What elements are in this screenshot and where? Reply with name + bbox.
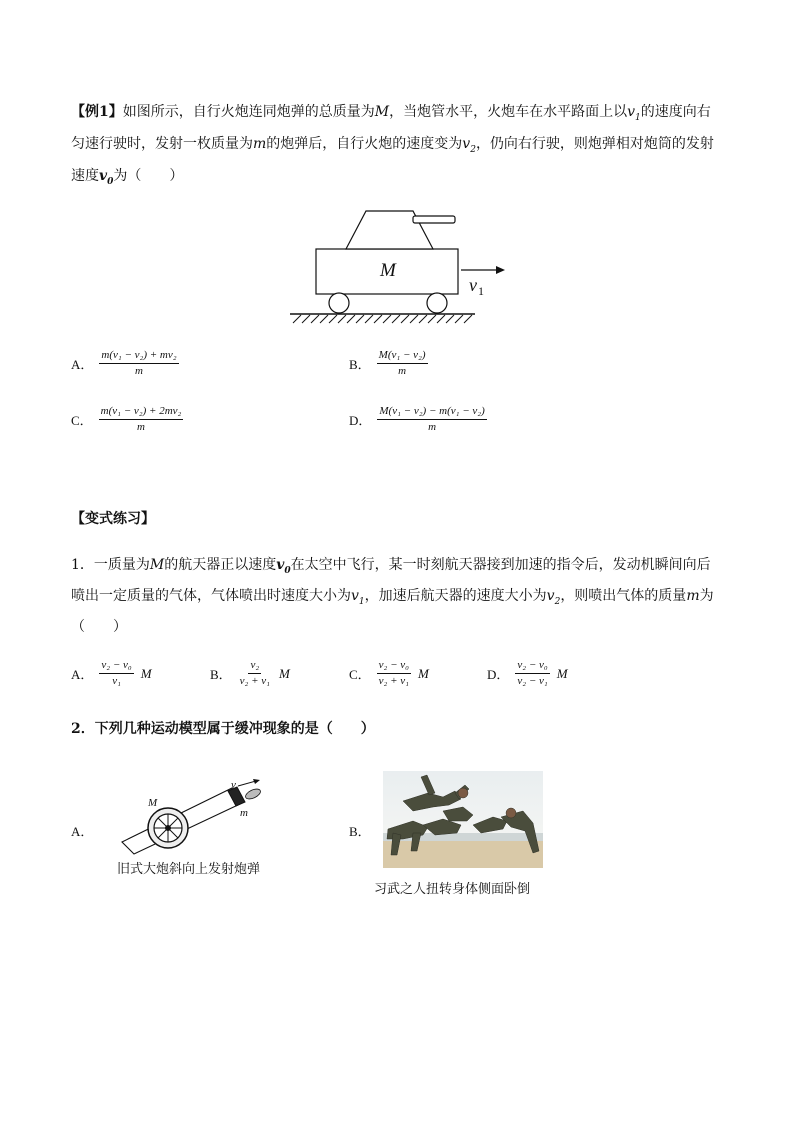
tank-mass-label: M: [380, 260, 396, 281]
cannon-caption: 旧式大炮斜向上发射炮弹: [117, 862, 261, 877]
fraction: $\frac{\text{v₂ − v₀}}{\text{v₂ + v₁}}$: [378, 659, 410, 687]
cannon-mass-label: M: [148, 797, 158, 809]
shell-velocity-label: v: [231, 779, 236, 791]
q2-option-b-label[interactable]: B．: [349, 824, 371, 839]
example1-line2: 匀速行驶时，发射一枚质量为m的炮弹后，自行火炮的速度变为$v_2$，仍向右行驶，则炮弹相对炮筒的发射: [71, 136, 714, 155]
tank-velocity-label: v: [469, 275, 477, 295]
tank-figure: [285, 205, 515, 327]
q1-option-b[interactable]: B． $\frac{\text{v₂}}{\text{v₂ + v₁}}$ M: [210, 659, 290, 687]
example-tag: 【例1】: [71, 104, 123, 120]
example1-option-c[interactable]: C． $\frac{\text{m(v₁ − v₂) + 2mv₂}}{m}$: [71, 405, 182, 433]
soldiers-photo: [383, 771, 543, 868]
example1-option-d[interactable]: D． $\frac{\text{M(v₁ − v₂) − m(v₁ − v₂)}}{m}$: [349, 405, 485, 433]
shell-mass-label: m: [240, 807, 248, 819]
q1-line2: 喷出一定质量的气体，气体喷出时速度大小为$v_1$，加速后航天器的速度大小为$v_2$，则喷出气体的质量m为: [71, 588, 714, 607]
fraction: $\frac{\text{m(v₁ − v₂) + mv₂}}{m}$: [101, 349, 177, 377]
q1-option-a[interactable]: A． $\frac{\text{v₂ − v₀}}{\text{v₁}}$ M: [71, 659, 152, 687]
q2-option-a-label[interactable]: A．: [71, 824, 94, 839]
example1-option-a[interactable]: A． $\frac{\text{m(v₁ − v₂) + mv₂}}{m}$: [71, 349, 177, 377]
practice-heading: 【变式练习】: [71, 511, 155, 527]
fraction: $\frac{\text{v₂ − v₀}}{\text{v₂ − v₁}}$: [517, 659, 548, 687]
q1-option-d[interactable]: D． $\frac{\text{v₂ − v₀}}{\text{v₂ − v₁}}$ M: [487, 659, 568, 687]
q1-line1: 1．一质量为M的航天器正以速度$v_0$在太空中飞行，某一时刻航天器接到加速的指令后，发动机瞬间向后: [71, 557, 711, 576]
soldiers-caption: 习武之人扭转身体侧面卧倒: [374, 882, 531, 897]
fraction: $\frac{\text{M(v₁ − v₂)}}{m}$: [378, 349, 426, 377]
q1-line3: （ ）: [71, 619, 127, 635]
example1-line1: 【例1】如图所示，自行火炮连同炮弹的总质量为M，当炮管水平，火炮车在水平路面上以$v_1$的速度向右: [71, 104, 711, 123]
q2-stem: 2．下列几种运动模型属于缓冲现象的是（ ）: [71, 721, 375, 737]
example1-line3: 速度$v_0$为（ ）: [71, 168, 184, 187]
fraction: $\frac{\text{M(v₁ − v₂) − m(v₁ − v₂)}}{m}$: [379, 405, 485, 433]
fraction: $\frac{\text{v₂ − v₀}}{\text{v₁}}$: [101, 659, 132, 687]
fraction: $\frac{\text{v₂}}{\text{v₂ + v₁}}$: [239, 659, 271, 687]
example1-option-b[interactable]: B． $\frac{\text{M(v₁ − v₂)}}{m}$: [349, 349, 426, 377]
fraction: $\frac{\text{m(v₁ − v₂) + 2mv₂}}{m}$: [100, 405, 182, 433]
cannon-figure: [110, 778, 270, 858]
tank-velocity-sub: 1: [478, 284, 484, 298]
q1-option-c[interactable]: C． $\frac{\text{v₂ − v₀}}{\text{v₂ + v₁}}$ M: [349, 659, 429, 687]
